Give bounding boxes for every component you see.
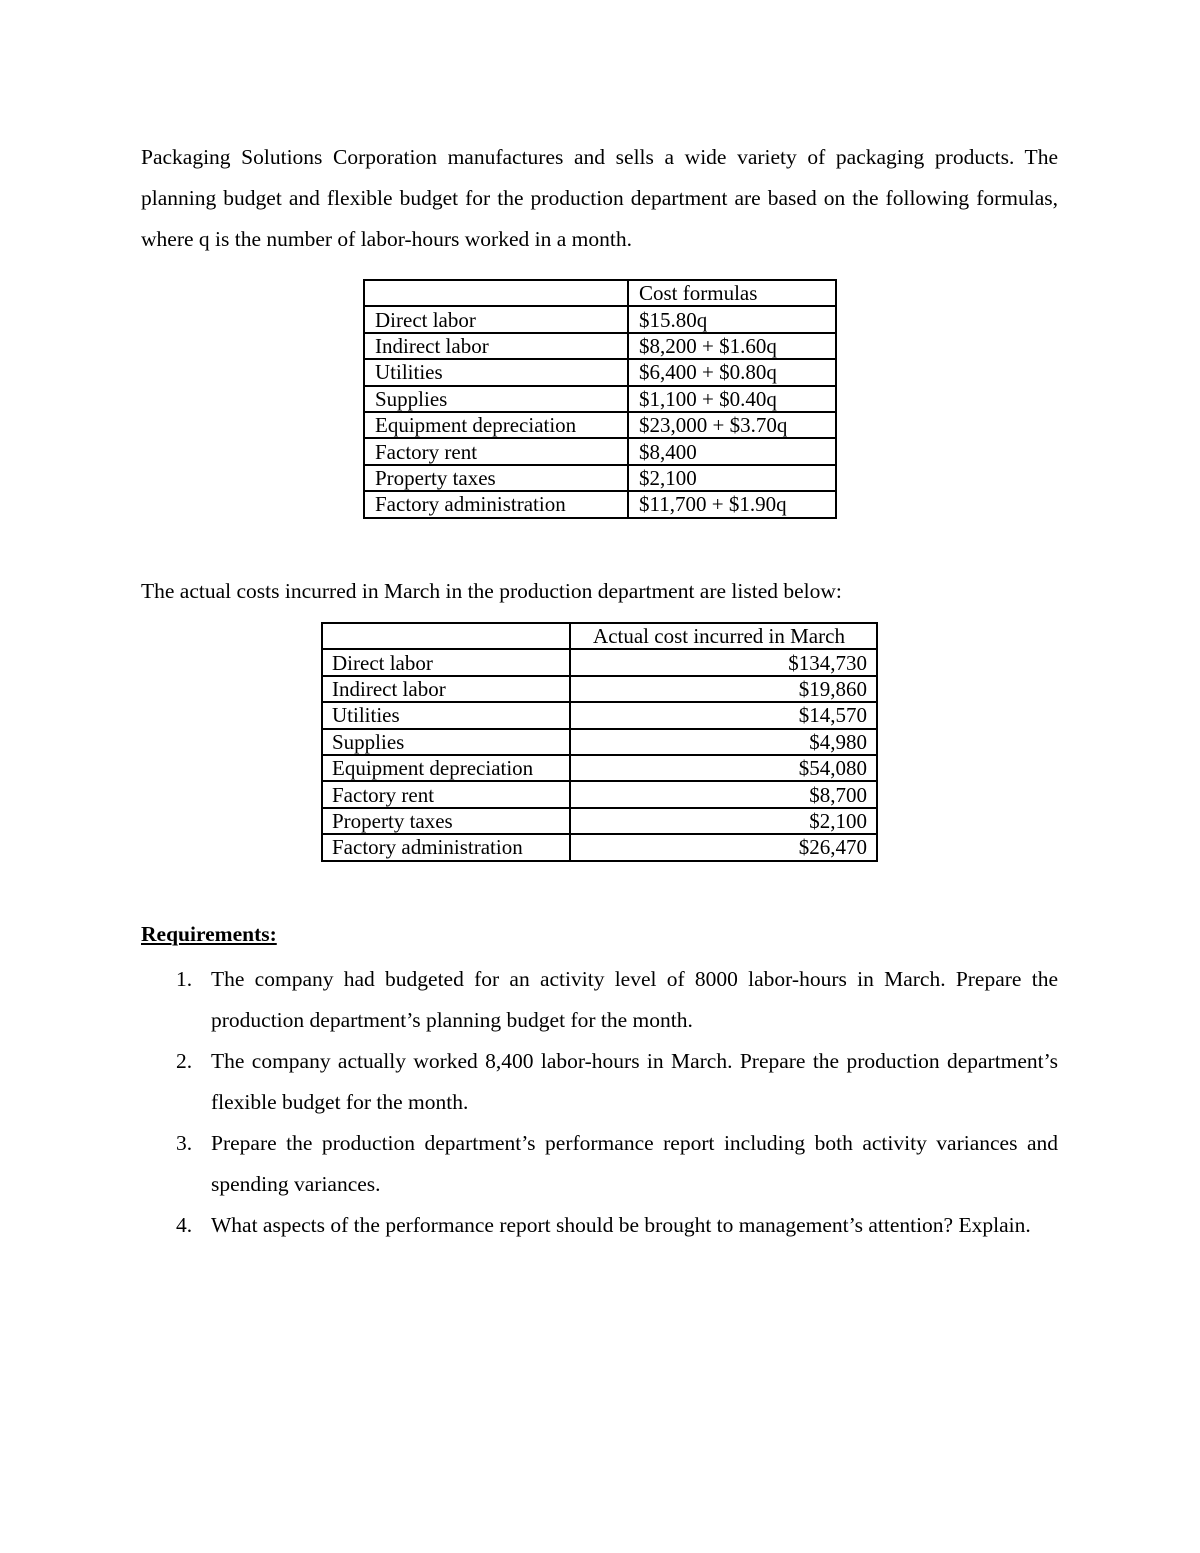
row-label: Factory rent (322, 781, 570, 807)
table-row (364, 438, 836, 464)
list-item (141, 1123, 1058, 1205)
row-label: Direct labor (364, 306, 628, 332)
row-value: $8,400 (628, 438, 836, 464)
row-label: Factory administration (322, 834, 570, 860)
row-label: Property taxes (322, 808, 570, 834)
table-row (322, 702, 877, 728)
row-label: Utilities (364, 359, 628, 385)
header-value-cell: Actual cost incurred in March (570, 623, 877, 649)
list-item-number: 2. (176, 1049, 193, 1073)
row-label: Factory rent (364, 438, 628, 464)
list-item-number: 3. (176, 1131, 193, 1155)
list-item-text: The company had budgeted for an activity level of 8000 labor-hours in March. Prepare the production department’s planning budget for the month. (211, 967, 1058, 1032)
row-label: Direct labor (322, 649, 570, 675)
list-item (141, 959, 1058, 1041)
requirements-list (141, 959, 1058, 1246)
row-value: $15.80q (628, 306, 836, 332)
row-value: $23,000 + $3.70q (628, 412, 836, 438)
table-row (322, 834, 877, 860)
table-row (364, 465, 836, 491)
header-label-cell (322, 623, 570, 649)
intro-paragraph: Packaging Solutions Corporation manufactures and sells a wide variety of packaging products. The planning budget and flexible budget for the production department are based on the following formulas, where q is the number of labor-hours worked in a month. (141, 145, 1058, 251)
row-label: Indirect labor (364, 333, 628, 359)
row-value: $8,200 + $1.60q (628, 333, 836, 359)
list-item (141, 1041, 1058, 1123)
table-row (364, 359, 836, 385)
table-row (322, 729, 877, 755)
header-label-cell (364, 280, 628, 306)
row-value: $4,980 (570, 729, 877, 755)
row-label: Equipment depreciation (364, 412, 628, 438)
table-row (364, 386, 836, 412)
table-row (364, 491, 836, 517)
row-value: $2,100 (628, 465, 836, 491)
cost-formulas-table (363, 279, 837, 519)
table-row (364, 306, 836, 332)
list-item-text: What aspects of the performance report should be brought to management’s attention? Explain. (211, 1213, 1031, 1237)
list-item-number: 4. (176, 1213, 193, 1237)
list-item (141, 1205, 1058, 1246)
table-row (322, 808, 877, 834)
table-row (322, 649, 877, 675)
table-row (322, 676, 877, 702)
header-value-cell: Cost formulas (628, 280, 836, 306)
row-value: $11,700 + $1.90q (628, 491, 836, 517)
row-value: $54,080 (570, 755, 877, 781)
row-label: Equipment depreciation (322, 755, 570, 781)
table-header-row (322, 623, 877, 649)
table-row (364, 412, 836, 438)
table-header-row (364, 280, 836, 306)
row-value: $26,470 (570, 834, 877, 860)
requirements-heading: Requirements: (141, 922, 277, 946)
list-item-text: Prepare the production department’s performance report including both activity variances and spending variances. (211, 1131, 1058, 1196)
row-label: Property taxes (364, 465, 628, 491)
row-value: $14,570 (570, 702, 877, 728)
row-value: $19,860 (570, 676, 877, 702)
row-label: Supplies (322, 729, 570, 755)
row-value: $1,100 + $0.40q (628, 386, 836, 412)
list-item-number: 1. (176, 967, 193, 991)
actual-costs-table (321, 622, 878, 862)
table-row (364, 333, 836, 359)
row-label: Factory administration (364, 491, 628, 517)
row-value: $8,700 (570, 781, 877, 807)
actual-costs-paragraph: The actual costs incurred in March in the production department are listed below: (141, 579, 842, 603)
table-row (322, 755, 877, 781)
row-value: $134,730 (570, 649, 877, 675)
row-value: $2,100 (570, 808, 877, 834)
row-label: Utilities (322, 702, 570, 728)
row-label: Supplies (364, 386, 628, 412)
row-label: Indirect labor (322, 676, 570, 702)
table-row (322, 781, 877, 807)
list-item-text: The company actually worked 8,400 labor-hours in March. Prepare the production department’s flexible budget for the month. (211, 1049, 1058, 1114)
row-value: $6,400 + $0.80q (628, 359, 836, 385)
